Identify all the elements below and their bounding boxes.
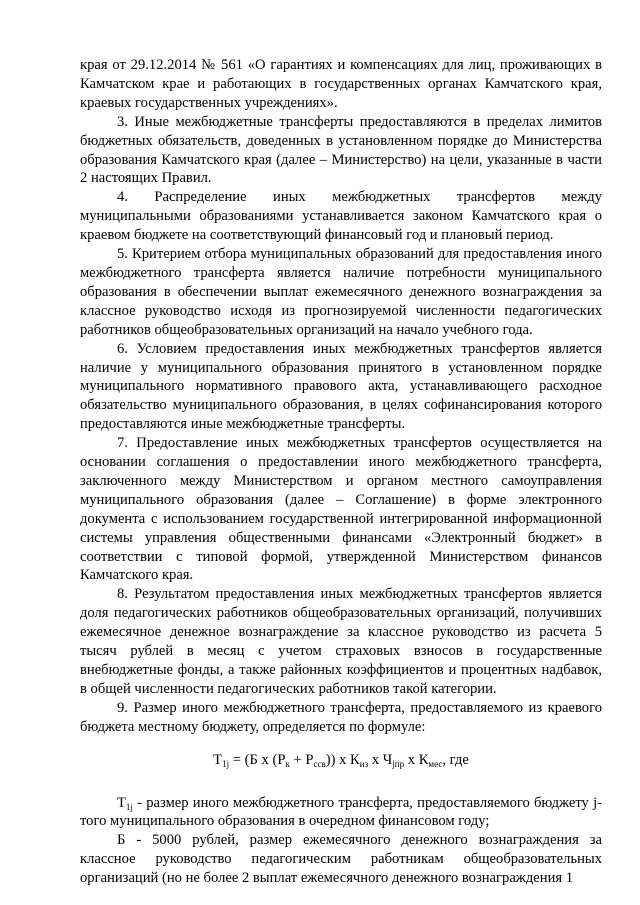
- formula: $Т_{1j} = (Б$ х $(Р_к + Р_{ссв})$) х $К_{из}$ х $Ч_{jпр}$ х $К_{мес}$, где: [213, 751, 469, 769]
- paragraph-8: 8. Результатом предоставления иных межбюджетных трансфертов является доля педагогических работников общеобразовательных организаций, получивших ежемесячное денежное вознаграждение за классное руководство из расчета 5 тысяч рублей в месяц с учетом страховых взносов в государственные внебюджетные фонды, а также районных коэффициентов и процентных надбавок, в общей численности педагогических работников такой категории.: [80, 586, 602, 697]
- paragraph-4: 4. Распределение иных межбюджетных трансфертов между муниципальными образованиями устанавливается законом Камчатского края о краевом бюджете на соответствующий финансовый год и плановый период.: [80, 189, 602, 244]
- paragraph-6: 6. Условием предоставления иных межбюджетных трансфертов является наличие у муниципального образования принятого в установленном порядке муниципального нормативного правового акта, устанавливающего расходное обязательство муниципального образования, в целях софинансирования которого предоставляются иные межбюджетные трансферты.: [80, 340, 602, 433]
- paragraph-3: 3. Иные межбюджетные трансферты предоставляются в пределах лимитов бюджетных обязательств, доведенных в установленном порядке до Министерства образования Камчатского края (далее – Министерство) на цели, указанные в части 2 настоящих Правил.: [80, 113, 602, 187]
- paragraph-5: 5. Критерием отбора муниципальных образований для предоставления иного межбюджетного трансферта является наличие потребности муниципального образования в обеспечении выплат ежемесячного денежного вознаграждения за классное руководство исходя из прогнозируемой численности педагогических работников общеобразовательных организаций на начало учебного года.: [80, 246, 602, 338]
- definition-t: $Т_{1j}$ - размер иного межбюджетного трансферта, предоставляемого бюджету j-того муниципального образования в очередном финансовом году;: [80, 794, 602, 830]
- paragraph-9: 9. Размер иного межбюджетного трансферта, предоставляемого из краевого бюджета местному бюджету, определяется по формуле:: [80, 699, 602, 735]
- paragraph-7: 7. Предоставление иных межбюджетных трансфертов осуществляется на основании соглашения о предоставлении иного межбюджетного трансферта, заключенного между Министерством и органом местного самоуправления муниципального образования (далее – Соглашение) в форме электронного документа с использованием государственной интегрированной информационной системы управления общественными финансами «Электронный бюджет» в соответствии с типовой формой, утвержденной Министерством финансов Камчатского края.: [80, 435, 602, 584]
- paragraph-continuation: края от 29.12.2014 № 561 «О гарантиях и компенсациях для лиц, проживающих в Камчатском крае и работающих в государственных органах Камчатского края, краевых государственных учреждениях».: [80, 57, 602, 111]
- definition-b: Б - 5000 рублей, размер ежемесячного денежного вознаграждения за классное руководство педагогическим работникам общеобразовательных организаций (но не более 2 выплат ежемесячного денежного вознаграждения 1: [80, 832, 602, 887]
